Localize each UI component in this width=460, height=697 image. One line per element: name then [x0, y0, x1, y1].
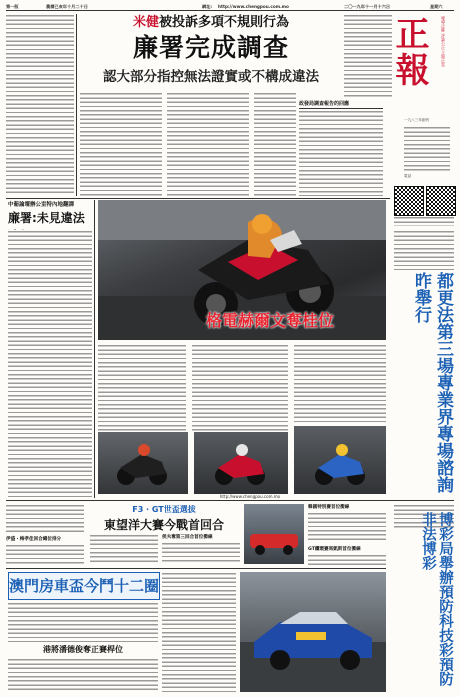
lead-subhead: 認大部分指控無法證實或不構成違法: [103, 69, 319, 85]
gregorian-date: 二〇一九年十一月十六日: [344, 4, 391, 9]
right-column-lead-text: [394, 230, 454, 270]
motorcycle-photo: [98, 200, 386, 340]
page-label: 第一版: [6, 4, 19, 9]
f3-sub-1: 侯夫奪第三回合首位衝線: [162, 535, 213, 540]
right-column-headline: 都更法第三場專業界專場諮詢昨舉行: [411, 272, 453, 493]
race-photo-small-1: [194, 432, 288, 494]
lower-left-text-bottom: [6, 544, 84, 566]
lead-headline: 廉署完成調查: [132, 33, 289, 62]
mid-bottom-text-1: [162, 572, 236, 692]
qr-code-left: [394, 186, 424, 216]
brand-est: 一九八三年創刊: [404, 118, 430, 122]
lead-side-heading: 政發局調查報告的回應: [299, 100, 383, 109]
photo-caption: 格電赫爾文奪桂位: [206, 311, 335, 330]
race-photo-small-2: [294, 426, 386, 494]
column-divider: [76, 14, 77, 196]
second-kicker: 中葡論壇辦公室特內地翻譯: [8, 202, 75, 208]
lead-right-text: [344, 14, 392, 98]
brand-contact-text: [404, 126, 450, 172]
site-label: 網址:: [202, 4, 213, 9]
masthead-strip: [6, 3, 454, 11]
left-column-text: [6, 14, 74, 196]
lower-rule: [6, 568, 386, 569]
touring-car-art: [240, 572, 386, 692]
f3-headline: 東望洋大賽今戰首回合: [103, 518, 224, 532]
race-car-art: [244, 504, 304, 564]
f3-body-text: [90, 534, 158, 564]
photo-site-url[interactable]: http://www.chengpou.com.mo: [219, 494, 281, 499]
qr-code-right: [426, 186, 456, 216]
touring-car-photo: [240, 572, 386, 692]
lead-side-text: [299, 110, 383, 196]
gt-sub-2: 韓國特別賽首位衝線: [308, 505, 350, 510]
macau-headline-box: [8, 572, 160, 600]
left-bottom-sub: 伊盛・梅孝佳回合總位排分: [6, 537, 62, 542]
lead-body-col-2: [167, 92, 249, 196]
photo-story-text-2: [192, 344, 288, 432]
macau-sub: 港將潘德俊奪正賽桿位: [43, 645, 123, 654]
lead-body-col-1: [80, 92, 162, 196]
brand-box: [389, 14, 454, 184]
race-photo-small-2-art: [294, 426, 386, 494]
lead-body-col-3: [254, 92, 296, 196]
f3-sub-1-text: [162, 542, 240, 564]
photo-story-text-1: [98, 344, 186, 432]
column-divider-2: [94, 200, 95, 498]
race-photo-small-3: [98, 432, 188, 494]
lead-bottom-rule: [6, 198, 390, 199]
lunar-date: 農曆己亥年十月二十日: [46, 4, 88, 9]
right-bottom-headline: 博彩局舉辦預防科技彩預防非法博彩: [420, 512, 454, 686]
second-body-text: [8, 230, 92, 498]
site-url[interactable]: http://www.chengpou.com.mo: [218, 4, 289, 9]
second-headline-text: 廉署:未見違法: [8, 211, 85, 225]
macau-sub-text: [8, 658, 158, 692]
mid-rule: [6, 500, 454, 501]
macau-body-text: [8, 602, 158, 642]
gt-sub-2-text: [308, 512, 386, 542]
lead-kicker-red: 米健: [132, 15, 159, 30]
lower-left-text-top: [6, 504, 84, 534]
race-car-photo: [244, 504, 304, 564]
brand-title: 正報: [389, 16, 429, 88]
weekday: 星期六: [430, 4, 443, 9]
lead-kicker: [80, 14, 342, 31]
macau-headline: 澳門房車盃今鬥十二圈: [9, 577, 160, 595]
race-photo-small-1-art: [194, 432, 288, 494]
lead-kicker-rest: 被投訴多項不規則行為: [159, 15, 290, 30]
race-photo-small-3-art: [98, 432, 188, 494]
photo-story-text-3: [294, 344, 386, 424]
f3-kicker: F3 · GT世盃選拔: [132, 505, 196, 514]
gt-sub-1: GT鑽環賽馬凱斯首位衝線: [308, 547, 361, 552]
qr-caption: [394, 216, 454, 226]
gt-sub-1-text: [308, 554, 386, 568]
brand-tagline: 報導正確 評論公正 立場正直: [441, 16, 446, 67]
brand-phone-label: 電話: [404, 174, 412, 178]
